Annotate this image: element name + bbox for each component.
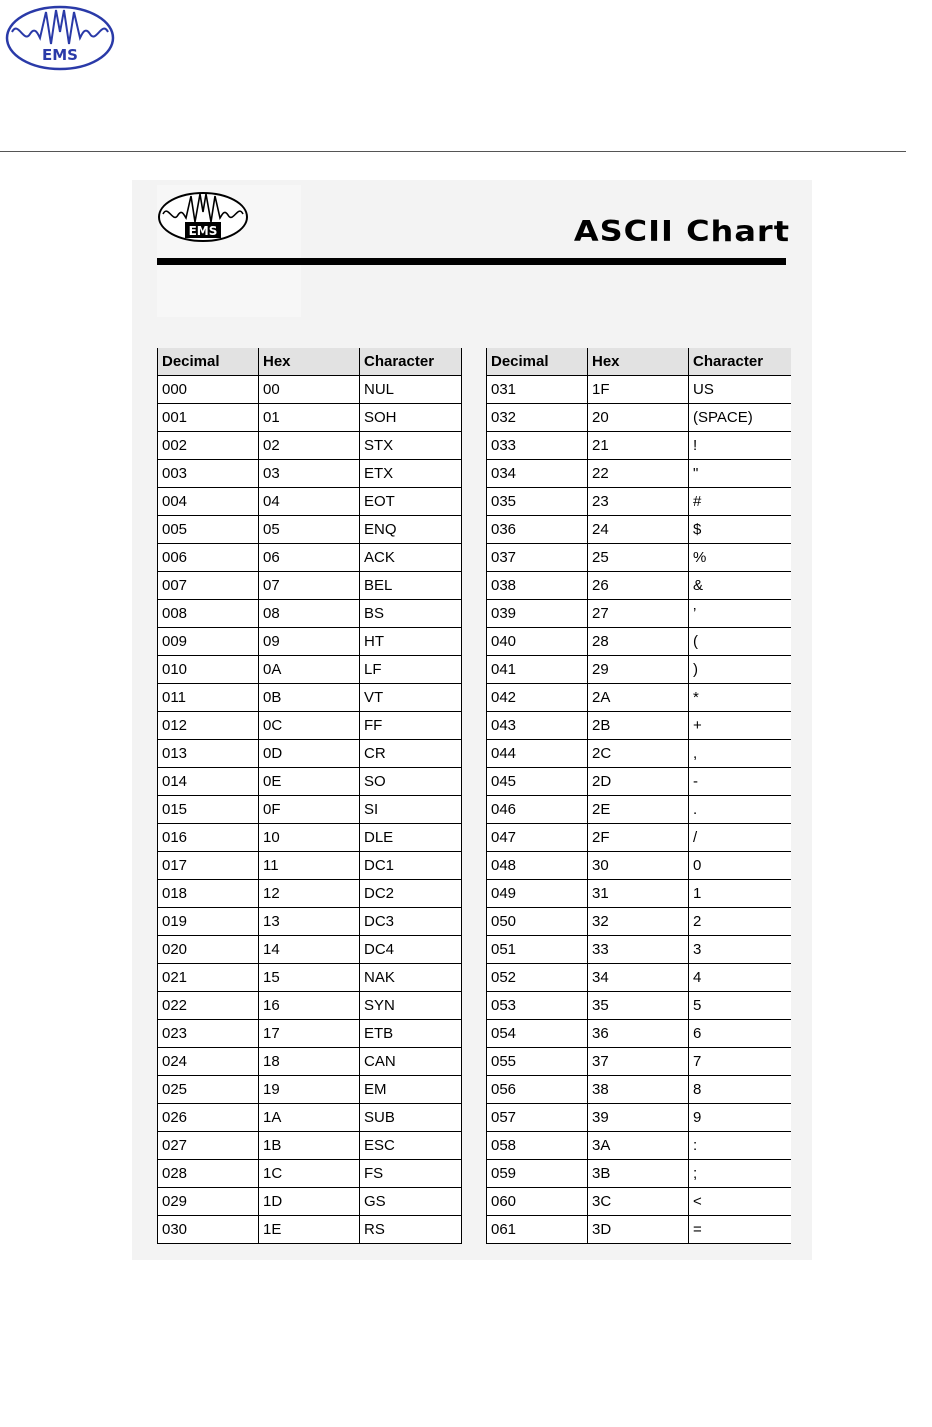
decimal-cell: 009 <box>158 628 259 656</box>
hex-cell: 35 <box>588 992 689 1020</box>
decimal-cell: 025 <box>158 1076 259 1104</box>
hex-cell: 16 <box>259 992 360 1020</box>
hex-cell: 2A <box>588 684 689 712</box>
table-row <box>487 824 791 852</box>
character-cell: VT <box>360 684 462 712</box>
decimal-cell: 012 <box>158 712 259 740</box>
hex-cell: 18 <box>259 1048 360 1076</box>
character-cell: = <box>689 1216 791 1244</box>
table-row <box>158 936 462 964</box>
decimal-cell: 034 <box>487 460 588 488</box>
table-row <box>487 768 791 796</box>
decimal-cell: 058 <box>487 1132 588 1160</box>
character-cell: DC1 <box>360 852 462 880</box>
chart-title: ASCII Chart <box>573 213 790 249</box>
hex-cell: 17 <box>259 1020 360 1048</box>
character-cell: DC4 <box>360 936 462 964</box>
decimal-cell: 055 <box>487 1048 588 1076</box>
hex-cell: 37 <box>588 1048 689 1076</box>
character-cell: FF <box>360 712 462 740</box>
decimal-cell: 045 <box>487 768 588 796</box>
table-row <box>158 796 462 824</box>
hex-cell: 2C <box>588 740 689 768</box>
decimal-cell: 018 <box>158 880 259 908</box>
hex-cell: 0E <box>259 768 360 796</box>
table-row <box>487 656 791 684</box>
table-row <box>487 1104 791 1132</box>
table-row <box>487 376 791 404</box>
table-row <box>158 1076 462 1104</box>
ascii-table-left <box>157 348 462 1244</box>
decimal-cell: 052 <box>487 964 588 992</box>
decimal-cell: 053 <box>487 992 588 1020</box>
character-cell: FS <box>360 1160 462 1188</box>
hex-cell: 21 <box>588 432 689 460</box>
decimal-cell: 006 <box>158 544 259 572</box>
hex-cell: 04 <box>259 488 360 516</box>
decimal-cell: 032 <box>487 404 588 432</box>
table-row <box>158 1104 462 1132</box>
table-row <box>487 992 791 1020</box>
hex-cell: 31 <box>588 880 689 908</box>
character-cell: DC2 <box>360 880 462 908</box>
table-row <box>158 544 462 572</box>
hex-cell: 2F <box>588 824 689 852</box>
character-cell: BEL <box>360 572 462 600</box>
table-row <box>487 964 791 992</box>
table-row <box>487 544 791 572</box>
character-cell: SO <box>360 768 462 796</box>
decimal-cell: 039 <box>487 600 588 628</box>
decimal-cell: 036 <box>487 516 588 544</box>
hex-cell: 01 <box>259 404 360 432</box>
character-cell: SUB <box>360 1104 462 1132</box>
character-cell: 8 <box>689 1076 791 1104</box>
character-cell: ’ <box>689 600 791 628</box>
hex-cell: 0F <box>259 796 360 824</box>
decimal-cell: 044 <box>487 740 588 768</box>
decimal-cell: 004 <box>158 488 259 516</box>
hex-cell: 00 <box>259 376 360 404</box>
character-cell: 4 <box>689 964 791 992</box>
character-cell: 0 <box>689 852 791 880</box>
hex-cell: 19 <box>259 1076 360 1104</box>
hex-cell: 29 <box>588 656 689 684</box>
table-row <box>487 1188 791 1216</box>
table-row <box>158 880 462 908</box>
hex-cell: 09 <box>259 628 360 656</box>
character-cell: ENQ <box>360 516 462 544</box>
hex-cell: 2B <box>588 712 689 740</box>
table-row <box>158 824 462 852</box>
hex-cell: 36 <box>588 1020 689 1048</box>
hex-cell: 1C <box>259 1160 360 1188</box>
column-header-character: Character <box>689 348 791 376</box>
decimal-cell: 002 <box>158 432 259 460</box>
table-row <box>158 1188 462 1216</box>
character-cell: EOT <box>360 488 462 516</box>
hex-cell: 34 <box>588 964 689 992</box>
table-row <box>158 656 462 684</box>
hex-cell: 14 <box>259 936 360 964</box>
table-row <box>158 908 462 936</box>
table-row <box>487 572 791 600</box>
table-row <box>487 432 791 460</box>
decimal-cell: 015 <box>158 796 259 824</box>
ems-logo-icon <box>4 4 116 72</box>
hex-cell: 3B <box>588 1160 689 1188</box>
character-cell: ESC <box>360 1132 462 1160</box>
decimal-cell: 001 <box>158 404 259 432</box>
decimal-cell: 049 <box>487 880 588 908</box>
hex-cell: 1D <box>259 1188 360 1216</box>
decimal-cell: 031 <box>487 376 588 404</box>
table-header-row <box>158 348 462 376</box>
ascii-table-right <box>486 348 791 1244</box>
hex-cell: 08 <box>259 600 360 628</box>
character-cell: 7 <box>689 1048 791 1076</box>
hex-cell: 1A <box>259 1104 360 1132</box>
character-cell: CAN <box>360 1048 462 1076</box>
decimal-cell: 027 <box>158 1132 259 1160</box>
character-cell: ETX <box>360 460 462 488</box>
table-row <box>487 684 791 712</box>
character-cell: * <box>689 684 791 712</box>
table-row <box>487 488 791 516</box>
hex-cell: 22 <box>588 460 689 488</box>
decimal-cell: 059 <box>487 1160 588 1188</box>
character-cell: ) <box>689 656 791 684</box>
hex-cell: 12 <box>259 880 360 908</box>
table-row <box>158 628 462 656</box>
decimal-cell: 005 <box>158 516 259 544</box>
hex-cell: 05 <box>259 516 360 544</box>
table-row <box>487 600 791 628</box>
hex-cell: 15 <box>259 964 360 992</box>
table-row <box>487 1160 791 1188</box>
decimal-cell: 020 <box>158 936 259 964</box>
character-cell: : <box>689 1132 791 1160</box>
character-cell: US <box>689 376 791 404</box>
hex-cell: 10 <box>259 824 360 852</box>
hex-cell: 23 <box>588 488 689 516</box>
decimal-cell: 022 <box>158 992 259 1020</box>
decimal-cell: 035 <box>487 488 588 516</box>
table-row <box>487 516 791 544</box>
table-row <box>487 1216 791 1244</box>
character-cell: # <box>689 488 791 516</box>
character-cell: + <box>689 712 791 740</box>
table-row <box>487 852 791 880</box>
table-row <box>487 460 791 488</box>
character-cell: DLE <box>360 824 462 852</box>
table-row <box>158 432 462 460</box>
character-cell: < <box>689 1188 791 1216</box>
table-row <box>158 964 462 992</box>
table-row <box>487 796 791 824</box>
hex-cell: 02 <box>259 432 360 460</box>
hex-cell: 0A <box>259 656 360 684</box>
column-header-decimal: Decimal <box>158 348 259 376</box>
hex-cell: 03 <box>259 460 360 488</box>
character-cell: ; <box>689 1160 791 1188</box>
table-row <box>158 740 462 768</box>
hex-cell: 26 <box>588 572 689 600</box>
character-cell: RS <box>360 1216 462 1244</box>
character-cell: 6 <box>689 1020 791 1048</box>
table-row <box>158 600 462 628</box>
decimal-cell: 046 <box>487 796 588 824</box>
hex-cell: 2D <box>588 768 689 796</box>
table-header-row <box>487 348 791 376</box>
decimal-cell: 000 <box>158 376 259 404</box>
column-header-hex: Hex <box>588 348 689 376</box>
character-cell: SOH <box>360 404 462 432</box>
column-header-hex: Hex <box>259 348 360 376</box>
character-cell: / <box>689 824 791 852</box>
table-row <box>158 684 462 712</box>
table-row <box>487 1048 791 1076</box>
decimal-cell: 016 <box>158 824 259 852</box>
decimal-cell: 026 <box>158 1104 259 1132</box>
table-row <box>158 768 462 796</box>
character-cell: EM <box>360 1076 462 1104</box>
chart-logo-text: EMS <box>188 224 218 238</box>
title-underline-bar <box>157 258 786 265</box>
decimal-cell: 056 <box>487 1076 588 1104</box>
decimal-cell: 014 <box>158 768 259 796</box>
decimal-cell: 037 <box>487 544 588 572</box>
table-row <box>158 1160 462 1188</box>
decimal-cell: 048 <box>487 852 588 880</box>
hex-cell: 3A <box>588 1132 689 1160</box>
decimal-cell: 010 <box>158 656 259 684</box>
decimal-cell: 047 <box>487 824 588 852</box>
table-row <box>487 880 791 908</box>
table-row <box>487 1132 791 1160</box>
hex-cell: 1E <box>259 1216 360 1244</box>
decimal-cell: 029 <box>158 1188 259 1216</box>
hex-cell: 3C <box>588 1188 689 1216</box>
decimal-cell: 003 <box>158 460 259 488</box>
table-row <box>158 1020 462 1048</box>
character-cell: " <box>689 460 791 488</box>
hex-cell: 27 <box>588 600 689 628</box>
character-cell: . <box>689 796 791 824</box>
decimal-cell: 054 <box>487 1020 588 1048</box>
table-row <box>487 740 791 768</box>
decimal-cell: 050 <box>487 908 588 936</box>
decimal-cell: 024 <box>158 1048 259 1076</box>
table-row <box>158 488 462 516</box>
decimal-cell: 061 <box>487 1216 588 1244</box>
decimal-cell: 042 <box>487 684 588 712</box>
hex-cell: 07 <box>259 572 360 600</box>
character-cell: (SPACE) <box>689 404 791 432</box>
decimal-cell: 013 <box>158 740 259 768</box>
hex-cell: 13 <box>259 908 360 936</box>
decimal-cell: 060 <box>487 1188 588 1216</box>
header-divider <box>0 151 906 152</box>
character-cell: 3 <box>689 936 791 964</box>
decimal-cell: 033 <box>487 432 588 460</box>
hex-cell: 1B <box>259 1132 360 1160</box>
decimal-cell: 043 <box>487 712 588 740</box>
decimal-cell: 041 <box>487 656 588 684</box>
hex-cell: 33 <box>588 936 689 964</box>
table-row <box>158 852 462 880</box>
table-row <box>158 1132 462 1160</box>
hex-cell: 0B <box>259 684 360 712</box>
table-row <box>487 936 791 964</box>
table-row <box>158 712 462 740</box>
character-cell: ETB <box>360 1020 462 1048</box>
character-cell: LF <box>360 656 462 684</box>
decimal-cell: 011 <box>158 684 259 712</box>
character-cell: SI <box>360 796 462 824</box>
decimal-cell: 021 <box>158 964 259 992</box>
character-cell: % <box>689 544 791 572</box>
character-cell: , <box>689 740 791 768</box>
column-header-decimal: Decimal <box>487 348 588 376</box>
hex-cell: 28 <box>588 628 689 656</box>
hex-cell: 39 <box>588 1104 689 1132</box>
chart-ems-logo-icon <box>157 190 249 244</box>
decimal-cell: 057 <box>487 1104 588 1132</box>
decimal-cell: 017 <box>158 852 259 880</box>
character-cell: SYN <box>360 992 462 1020</box>
character-cell: 5 <box>689 992 791 1020</box>
table-row <box>487 1076 791 1104</box>
decimal-cell: 051 <box>487 936 588 964</box>
decimal-cell: 038 <box>487 572 588 600</box>
hex-cell: 32 <box>588 908 689 936</box>
character-cell: $ <box>689 516 791 544</box>
hex-cell: 06 <box>259 544 360 572</box>
character-cell: 2 <box>689 908 791 936</box>
hex-cell: 24 <box>588 516 689 544</box>
character-cell: DC3 <box>360 908 462 936</box>
hex-cell: 0D <box>259 740 360 768</box>
table-row <box>158 516 462 544</box>
column-header-character: Character <box>360 348 462 376</box>
character-cell: ! <box>689 432 791 460</box>
character-cell: STX <box>360 432 462 460</box>
character-cell: GS <box>360 1188 462 1216</box>
character-cell: ACK <box>360 544 462 572</box>
character-cell: - <box>689 768 791 796</box>
character-cell: ( <box>689 628 791 656</box>
hex-cell: 0C <box>259 712 360 740</box>
table-row <box>487 712 791 740</box>
decimal-cell: 008 <box>158 600 259 628</box>
decimal-cell: 019 <box>158 908 259 936</box>
hex-cell: 30 <box>588 852 689 880</box>
hex-cell: 11 <box>259 852 360 880</box>
table-row <box>158 992 462 1020</box>
character-cell: 9 <box>689 1104 791 1132</box>
decimal-cell: 040 <box>487 628 588 656</box>
table-row <box>158 460 462 488</box>
character-cell: & <box>689 572 791 600</box>
decimal-cell: 030 <box>158 1216 259 1244</box>
character-cell: 1 <box>689 880 791 908</box>
table-row <box>487 628 791 656</box>
character-cell: HT <box>360 628 462 656</box>
decimal-cell: 028 <box>158 1160 259 1188</box>
hex-cell: 2E <box>588 796 689 824</box>
character-cell: CR <box>360 740 462 768</box>
table-row <box>158 404 462 432</box>
table-row <box>158 572 462 600</box>
hex-cell: 25 <box>588 544 689 572</box>
hex-cell: 20 <box>588 404 689 432</box>
table-row <box>158 376 462 404</box>
table-row <box>158 1048 462 1076</box>
hex-cell: 3D <box>588 1216 689 1244</box>
table-row <box>487 908 791 936</box>
table-row <box>487 1020 791 1048</box>
character-cell: NAK <box>360 964 462 992</box>
hex-cell: 38 <box>588 1076 689 1104</box>
table-row <box>158 1216 462 1244</box>
hex-cell: 1F <box>588 376 689 404</box>
logo-text: EMS <box>42 46 78 64</box>
character-cell: BS <box>360 600 462 628</box>
table-row <box>487 404 791 432</box>
decimal-cell: 023 <box>158 1020 259 1048</box>
decimal-cell: 007 <box>158 572 259 600</box>
character-cell: NUL <box>360 376 462 404</box>
